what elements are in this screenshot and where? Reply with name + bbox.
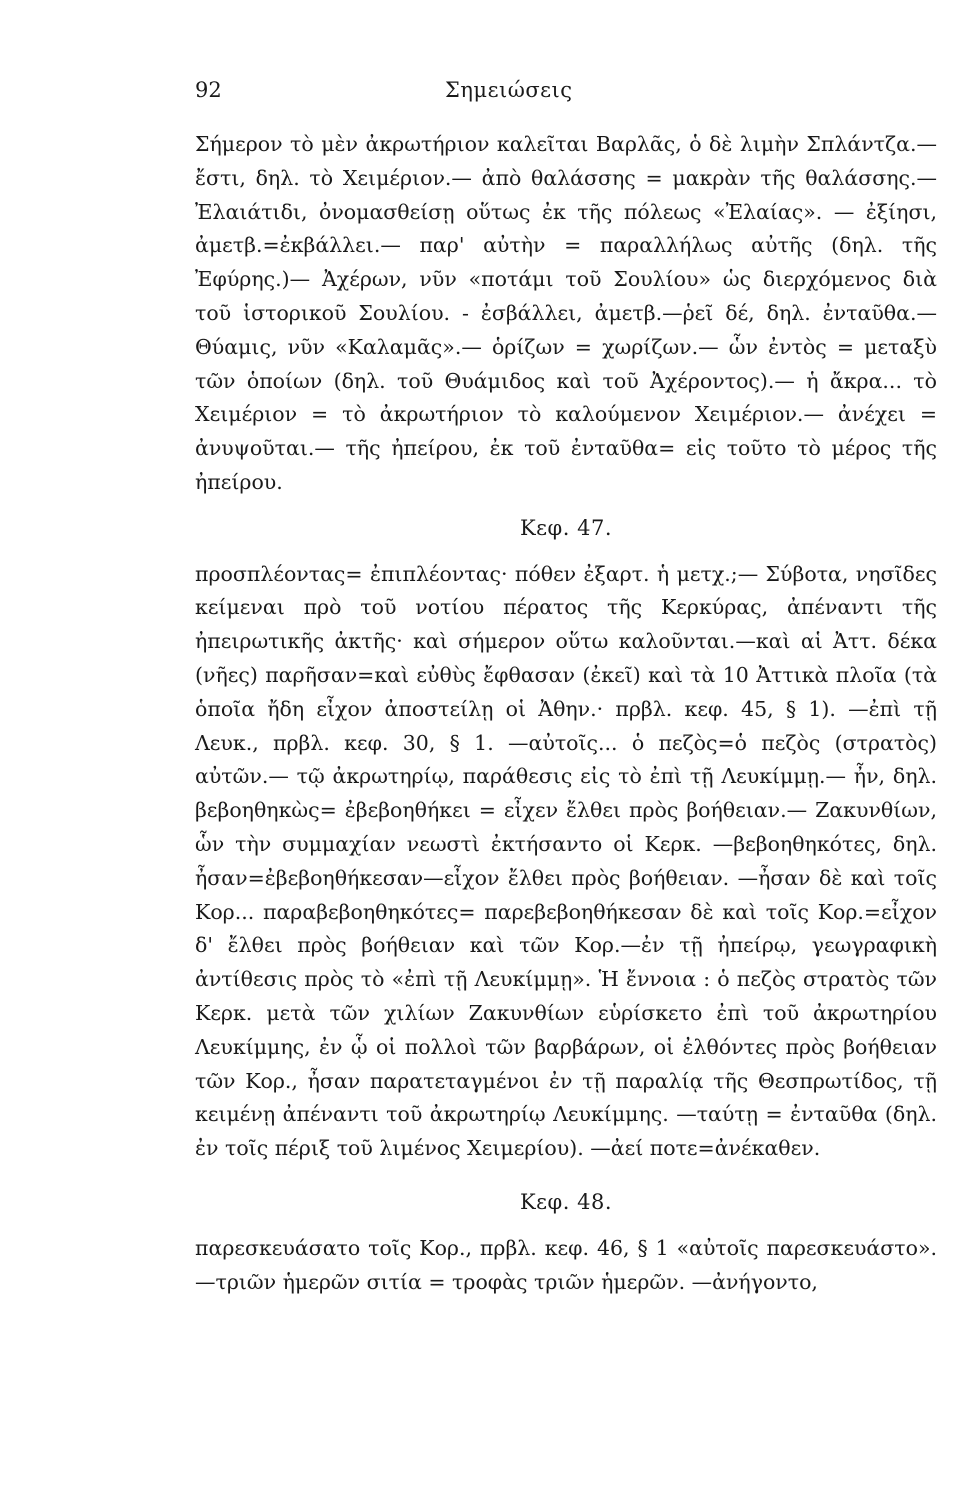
commentary-paragraph-2: προσπλέοντας= ἐπιπλέοντας· πόθεν ἐξαρτ. ἡ μετχ.;— Σύβοτα, νησῖδες κείμεναι πρὸ τοῦ νοτίου πέρατος τῆς Κερκύρας, ἀπέναντι τῆς ἠπειρωτικῆς ἀκτῆς· καὶ σήμερον οὕτω καλοῦνται.—καὶ αἱ Ἀττ. δέκα (νῆες) παρῆσαν=καὶ εὐθὺς ἔφθασαν (ἐκεῖ) καὶ τὰ 10 Ἀττικὰ πλοῖα (τὰ ὁποῖα ἤδη εἶχον ἀποστείλῃ οἱ Ἀθην.· πρβλ. κεφ. 45, § 1). —ἐπὶ τῇ Λευκ., πρβλ. κεφ. 30, § 1. —αὐτοῖς... ὁ πεζὸς=ὁ πεζὸς (στρατὸς) αὐτῶν.— τῷ ἀκρωτηρίῳ, παράθεσις εἰς τὸ ἐπὶ τῇ Λευκίμμῃ.— ἦν, δηλ. βεβοηθηκὼς= ἐβεβοηθήκει = εἶχεν ἔλθει πρὸς βοήθειαν.— Ζακυνθίων, ὧν τὴν συμμαχίαν νεωστὶ ἐκτήσαντο οἱ Κερκ. —βεβοηθηκότες, δηλ. ἦσαν=ἐβεβοηθήκεσαν—εἶχον ἔλθει πρὸς βοήθειαν. —ἦσαν δὲ καὶ τοῖς Κορ... παραβεβοηθηκότες= παρεβεβοηθήκεσαν δὲ καὶ τοῖς Κορ.=εἶχον δ' ἔλθει πρὸς βοήθειαν καὶ τῶν Κορ.—ἐν τῇ ἠπείρῳ, γεωγραφικὴ ἀντίθεσις πρὸς τὸ «ἐπὶ τῇ Λευκίμμῃ». Ἡ ἔννοια : ὁ πεζὸς στρατὸς τῶν Κερκ. μετὰ τῶν χιλίων Ζακυνθίων εὑρίσκετο ἐπὶ τοῦ ἀκρωτηρίου Λευκίμμης, ἐν ᾧ οἱ πολλοὶ τῶν βαρβάρων, οἱ ἐλθόντες πρὸς βοήθειαν τῶν Κορ., ἦσαν παρατεταγμένοι ἐν τῇ παραλίᾳ τῆς Θεσπρωτίδος, τῇ κειμένῃ ἀπέναντι τοῦ ἀκρωτηρίῳ Λευκίμμης. —ταύτῃ = ἐνταῦθα (δηλ. ἐν τοῖς πέριξ τοῦ λιμένος Χειμερίου). —ἀεί ποτε=ἀνέκαθεν. — [195, 561, 937, 1161]
running-head: Σημειώσεις — [445, 78, 573, 102]
page-body — [195, 128, 937, 1299]
commentary-paragraph-3: παρεσκευάσατο τοῖς Κορ., πρβλ. κεφ. 46, § 1 «αὐτοῖς παρεσκευάστο».—τριῶν ἡμερῶν σιτία = τροφὰς τριῶν ἡμερῶν. —ἀνήγοντο, — [195, 1235, 937, 1294]
page-number: 92 — [195, 78, 222, 102]
commentary-paragraph-1: Σήμερον τὸ μὲν ἀκρωτήριον καλεῖται Βαρλᾶς, ὁ δὲ λιμὴν Σπλάντζα.— ἔστι, δηλ. τὸ Χειμέριον.— ἀπὸ θαλάσσης = μακρὰν τῆς θαλάσσης.— Ἐλαιάτιδι, ὀνομασθείσῃ οὕτως ἐκ τῆς πόλεως «Ἐλαίας». — ἐξίησι, ἀμετβ.=ἐκβάλλει.— παρ' αὐτὴν = παραλλήλως αὐτῆς (δηλ. τῆς Ἐφύρης.)— Ἀχέρων, νῦν «ποτάμι τοῦ Σουλίου» ὡς διερχόμενος διὰ τοῦ ἱστορικοῦ Σουλίου. - ἐσβάλλει, ἀμετβ.—ῥεῖ δέ, δηλ. ἐνταῦθα.— Θύαμις, νῦν «Καλαμᾶς».— ὁρίζων = χωρίζων.— ὧν ἐντὸς = μεταξὺ τῶν ὁποίων (δηλ. τοῦ Θυάμιδος καὶ τοῦ Ἀχέροντος).— ἡ ἄκρα... τὸ Χειμέριον = τὸ ἀκρωτήριον τὸ καλούμενον Χειμέριον.— ἀνέχει = ἀνυψοῦται.— τῆς ἠπείρου, ἐκ τοῦ ἐνταῦθα= εἰς τοῦτο τὸ μέρος τῆς ἠπείρου. — [195, 132, 937, 494]
page-header — [195, 78, 935, 108]
chapter-heading-47: Κεφ. 47. — [519, 515, 613, 540]
chapter-heading-48: Κεφ. 48. — [519, 1189, 613, 1214]
